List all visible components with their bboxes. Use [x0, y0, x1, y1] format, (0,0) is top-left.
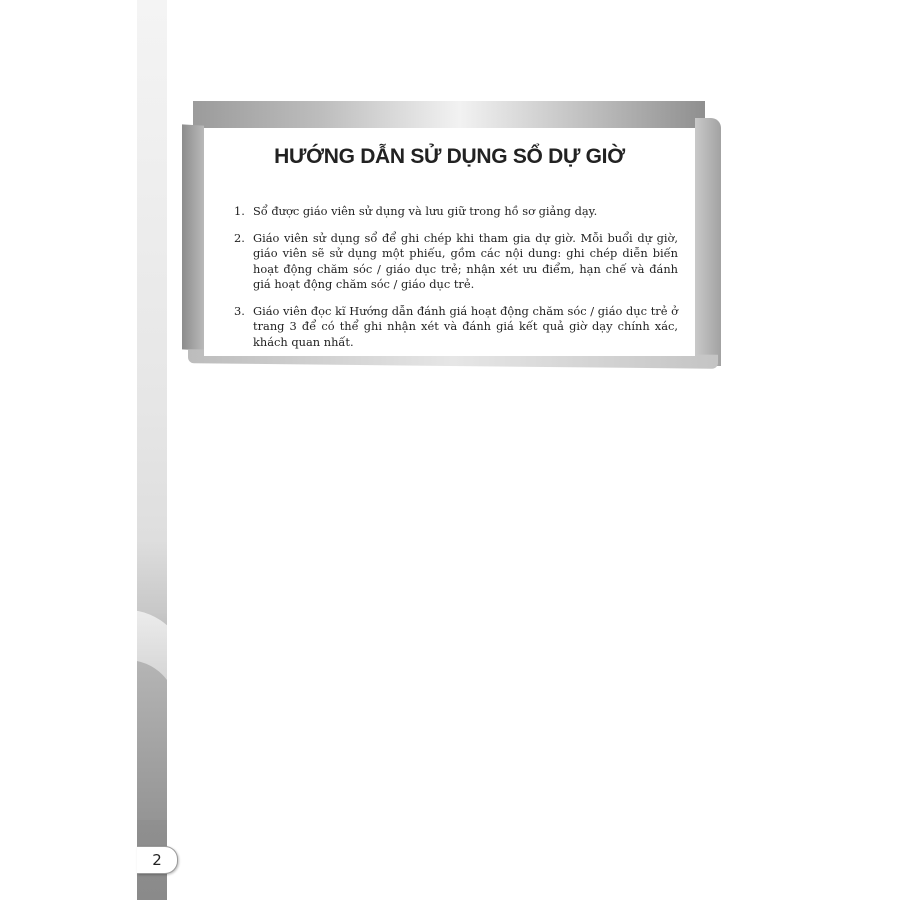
list-item — [234, 231, 678, 293]
page-number-tab — [137, 846, 178, 874]
card-frame-right-fold — [695, 118, 721, 366]
item-number: 1. — [234, 204, 245, 218]
card-frame-left-fold — [182, 124, 204, 350]
item-text: Giáo viên sử dụng sổ để ghi chép khi tham gia dự giờ. Mỗi buổi dự giờ, giáo viên sẽ sử dụng một phiếu, gồm các nội dung: ghi chép diễn biến hoạt động chăm sóc / giáo dục trẻ; nhận xét ưu điểm, hạn chế và đánh giá hoạt động chăm sóc / giáo dục trẻ. — [253, 230, 678, 291]
item-text: Giáo viên đọc kĩ Hướng dẫn đánh giá hoạt động chăm sóc / giáo dục trẻ ở trang 3 để có thể ghi nhận xét và đánh giá kết quả giờ dạy chính xác, khách quan nhất. — [253, 303, 678, 349]
strip-swoosh-dark — [137, 660, 167, 820]
item-number: 2. — [234, 230, 245, 245]
item-number: 3. — [234, 303, 245, 318]
list-item — [234, 204, 678, 220]
instruction-card — [204, 128, 695, 356]
item-text: Sổ được giáo viên sử dụng và lưu giữ trong hồ sơ giảng dạy. — [253, 204, 598, 218]
list-item — [234, 304, 678, 351]
card-title: HƯỚNG DẪN SỬ DỤNG SỔ DỰ GIỜ — [274, 145, 625, 168]
instruction-list — [234, 204, 678, 361]
page-number: 2 — [152, 851, 162, 869]
left-decorative-strip — [137, 0, 167, 900]
